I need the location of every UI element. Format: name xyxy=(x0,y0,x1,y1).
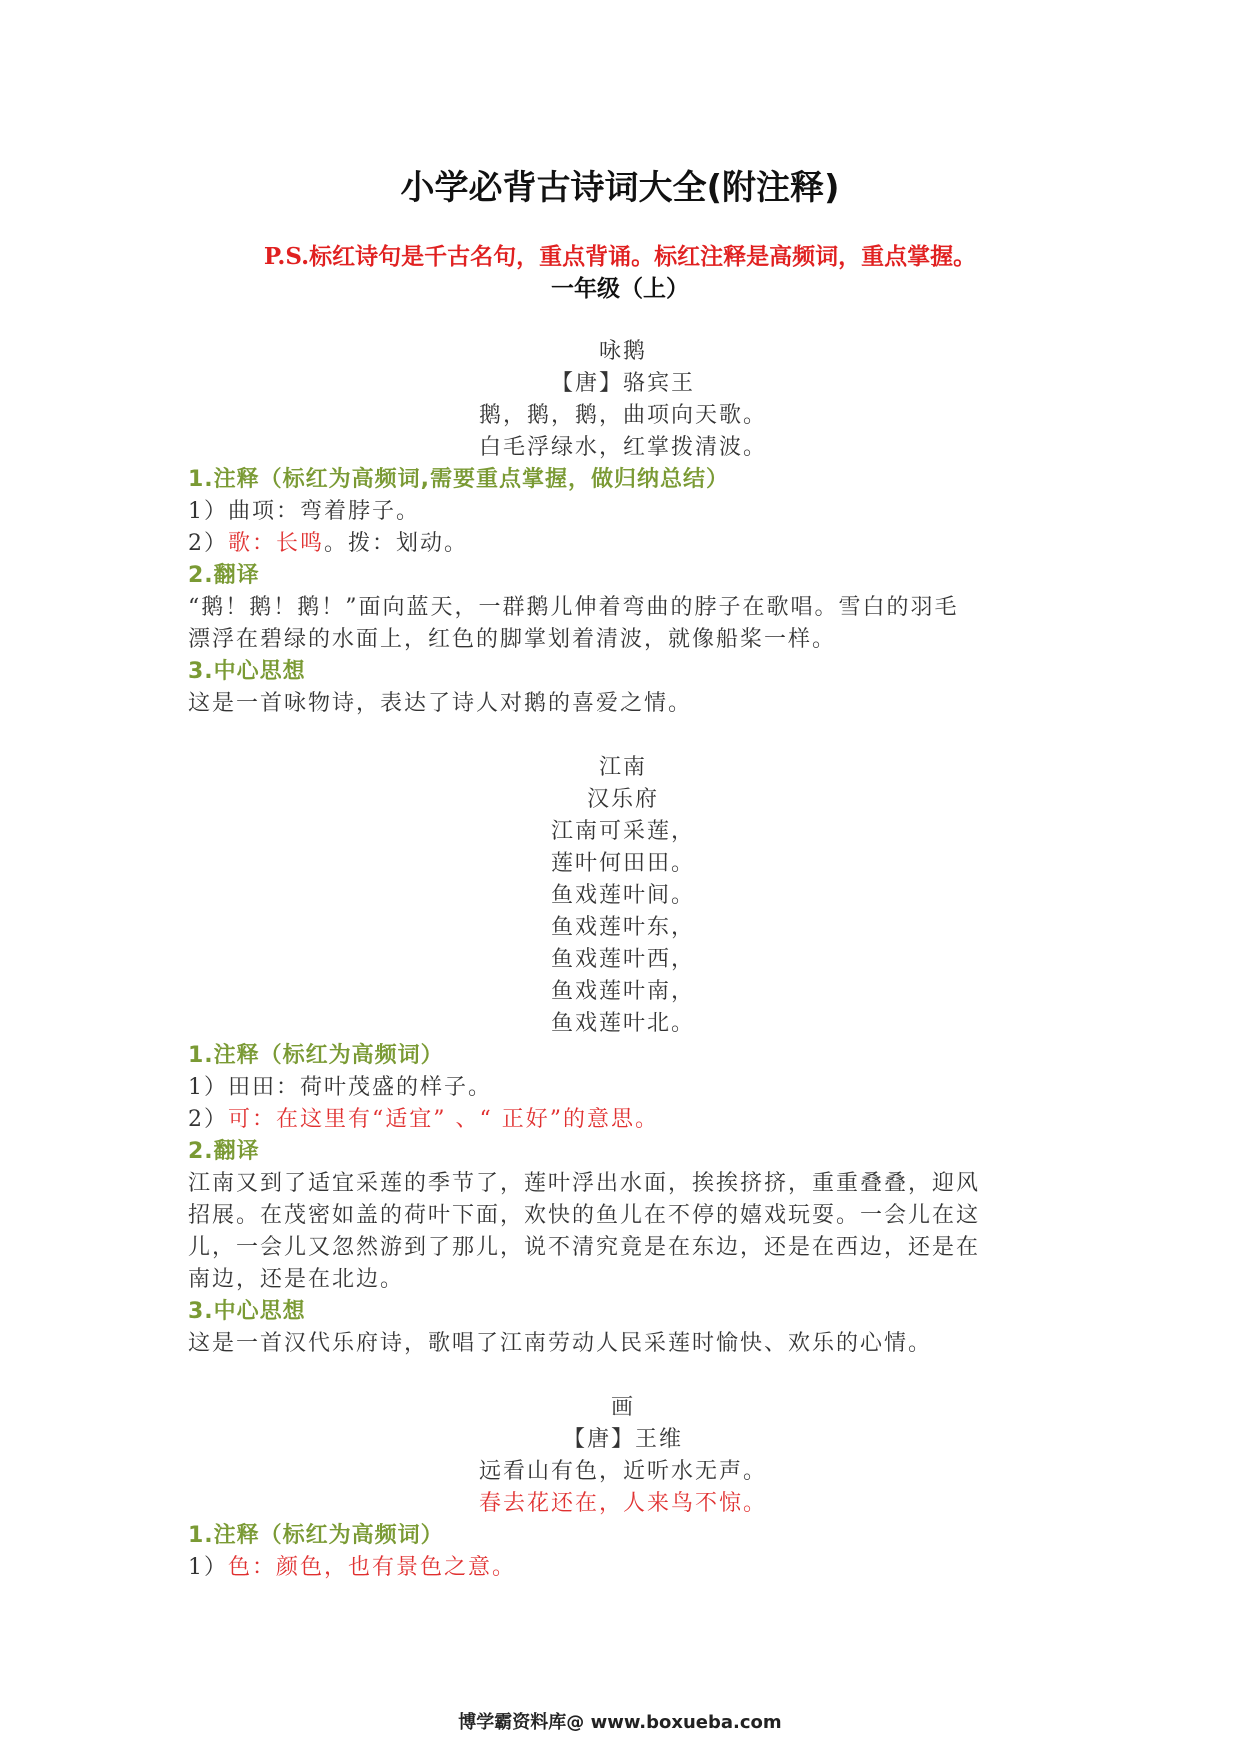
poem-line: 鱼戏莲叶北。 xyxy=(550,1011,695,1036)
translation-line: 南边，还是在北边。 xyxy=(188,1267,405,1292)
poem-line: 莲叶何田田。 xyxy=(550,851,695,876)
note-item: 1）曲项：弯着脖子。 xyxy=(188,499,421,524)
notes-heading: 1.注释（标红为高频词） xyxy=(188,1043,444,1068)
notes-heading: 1.注释（标红为高频词） xyxy=(188,1523,444,1548)
grade-heading: 一年级（上） xyxy=(551,275,689,302)
poem-line-famous: 春去花还在，人来鸟不惊。 xyxy=(478,1491,767,1516)
poem-title: 江南 xyxy=(598,755,647,780)
translation-heading: 2.翻译 xyxy=(188,563,260,588)
poem-line: 鱼戏莲叶西， xyxy=(550,947,695,972)
poem-line: 白毛浮绿水，红掌拨清波。 xyxy=(478,435,767,460)
poem-line: 鱼戏莲叶间。 xyxy=(550,883,695,908)
notes-heading: 1.注释（标红为高频词,需要重点掌握，做归纳总结） xyxy=(188,467,730,492)
poem-line: 鱼戏莲叶东， xyxy=(550,915,695,940)
poem-content xyxy=(188,336,1058,1584)
poem-block-hua xyxy=(188,1392,1058,1584)
page-title: 小学必背古诗词大全(附注释) xyxy=(400,168,840,208)
translation-line: “鹅！鹅！鹅！”面向蓝天，一群鹅儿伸着弯曲的脖子在歌唱。雪白的羽毛 xyxy=(188,595,959,620)
poem-line: 鱼戏莲叶南， xyxy=(550,979,695,1004)
footer-source: 博学霸资料库@ www.boxueba.com xyxy=(458,1712,782,1733)
ps-note: P.S.标红诗句是千古名句，重点背诵。标红注释是高频词，重点掌握。 xyxy=(263,243,977,270)
poem-title: 画 xyxy=(610,1395,635,1420)
translation-heading: 2.翻译 xyxy=(188,1139,260,1164)
note-item: 1）田田：荷叶茂盛的样子。 xyxy=(188,1075,493,1100)
note-item: 2）可：在这里有“适宜” 、“ 正好”的意思。 xyxy=(188,1107,659,1132)
poem-author: 【唐】骆宾王 xyxy=(550,371,695,396)
poem-line: 江南可采莲， xyxy=(550,819,695,844)
poem-author: 【唐】王维 xyxy=(562,1427,683,1452)
note-item: 1）色：颜色，也有景色之意。 xyxy=(188,1555,517,1580)
translation-line: 江南又到了适宜采莲的季节了，莲叶浮出水面，挨挨挤挤，重重叠叠，迎风 xyxy=(188,1171,981,1196)
translation-line: 招展。在茂密如盖的荷叶下面，欢快的鱼儿在不停的嬉戏玩耍。一会儿在这 xyxy=(188,1203,981,1228)
theme-heading: 3.中心思想 xyxy=(188,1299,306,1324)
poem-line: 鹅，鹅，鹅，曲项向天歌。 xyxy=(478,403,767,428)
translation-line: 漂浮在碧绿的水面上，红色的脚掌划着清波，就像船桨一样。 xyxy=(188,627,837,652)
poem-line: 远看山有色，近听水无声。 xyxy=(478,1459,767,1484)
poem-block-jiangnan xyxy=(188,752,1058,1360)
poem-author: 汉乐府 xyxy=(586,787,659,812)
theme-text: 这是一首汉代乐府诗，歌唱了江南劳动人民采莲时愉快、欢乐的心情。 xyxy=(188,1331,933,1356)
poem-title: 咏鹅 xyxy=(598,339,647,364)
note-item: 2）歌：长鸣。拨：划动。 xyxy=(188,531,469,556)
theme-heading: 3.中心思想 xyxy=(188,659,306,684)
poem-block-yonge xyxy=(188,336,1058,720)
theme-text: 这是一首咏物诗，表达了诗人对鹅的喜爱之情。 xyxy=(188,691,693,716)
translation-line: 儿，一会儿又忽然游到了那儿，说不清究竟是在东边，还是在西边，还是在 xyxy=(188,1235,981,1260)
